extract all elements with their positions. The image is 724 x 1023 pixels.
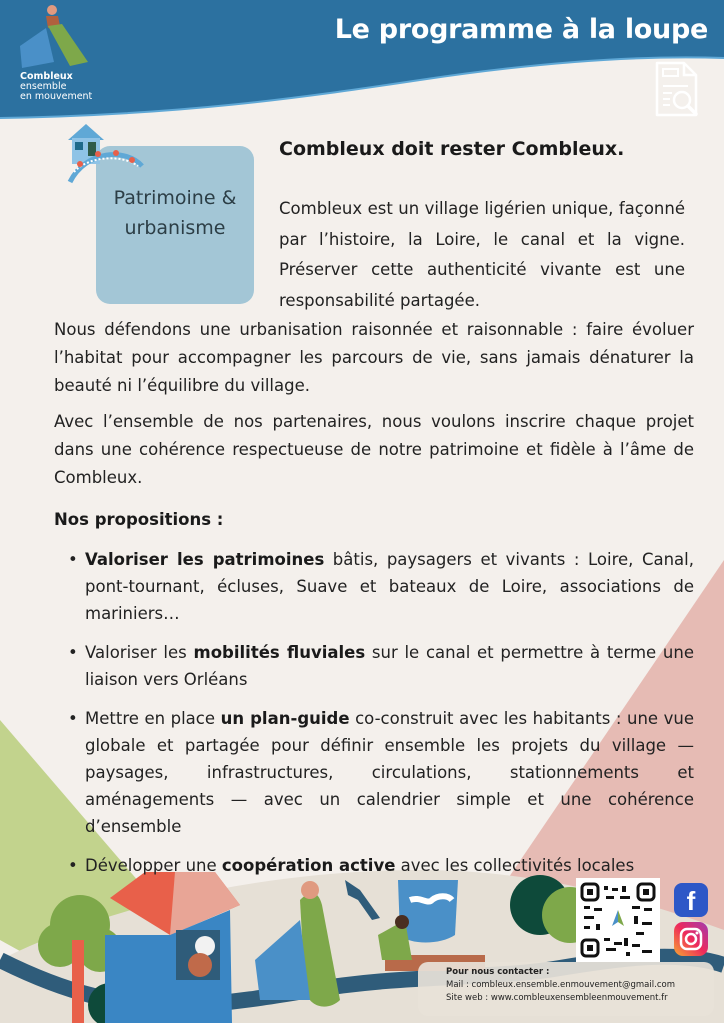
logo-line-1: Combleux xyxy=(20,71,73,82)
logo-line-3: en mouvement xyxy=(20,91,93,102)
propositions-title: Nos propositions : xyxy=(54,510,224,529)
proposition-text: Mettre en place xyxy=(85,709,221,728)
proposition-highlight: mobilités fluviales xyxy=(193,643,366,662)
proposition-text: Développer une xyxy=(85,856,222,875)
document-search-icon xyxy=(654,60,700,118)
proposition-highlight: coopération active xyxy=(221,856,396,875)
proposition-text: avec les collectivités locales xyxy=(395,856,635,875)
contact-mail[interactable]: Mail : combleux.ensemble.enmouvement@gmail.com xyxy=(446,980,675,990)
section-heading: Combleux doit rester Combleux. xyxy=(279,138,625,160)
proposition-text: Valoriser les xyxy=(85,643,194,662)
logo-text xyxy=(20,72,92,102)
contact-website[interactable]: Site web : www.combleuxensembleenmouvement.fr xyxy=(446,993,668,1003)
proposition-item xyxy=(68,546,694,627)
proposition-item xyxy=(68,705,694,840)
house-bridge-icon xyxy=(66,120,146,186)
facebook-glyph: f xyxy=(686,886,696,916)
proposition-highlight: un plan-guide xyxy=(220,709,350,728)
facebook-icon[interactable] xyxy=(674,883,708,917)
instagram-icon[interactable] xyxy=(674,922,708,956)
body-paragraph: Nous défendons une urbanisation raisonnée et raisonnable : faire évoluer l’habitat pour accompagner les parcours de vie, sans jamais dénaturer la beauté ni l’équilibre du village. xyxy=(54,320,694,395)
proposition-item xyxy=(68,852,694,879)
body-paragraph: Avec l’ensemble de nos partenaires, nous voulons inscrire chaque projet dans une cohérence respectueuse de notre patrimoine et fidèle à l’âme de Combleux. xyxy=(54,412,694,487)
proposition-highlight: Valoriser les patrimoines xyxy=(85,550,325,569)
intro-paragraph: Combleux est un village ligérien unique, façonné par l’histoire, la Loire, le canal et la vigne. Préserver cette authenticité vivante est une responsabilité partagée. xyxy=(279,199,685,310)
propositions-list xyxy=(68,546,694,891)
logo-line-2: ensemble xyxy=(20,81,67,92)
page-title: Le programme à la loupe xyxy=(334,14,708,45)
category-label: Patrimoine & urbanisme xyxy=(113,187,237,239)
qr-code-icon[interactable] xyxy=(576,878,660,962)
proposition-text: sur le canal et permettre à terme une liaison vers Orléans xyxy=(85,643,694,689)
proposition-text: co-construit avec les habitants : une vue globale et partagée pour définir ensemble les projets du village — paysages, infrastructures, circulations, stationnements et aménagements — avec un calendrier simple et une cohérence d’ensemble xyxy=(85,709,695,836)
proposition-text: bâtis, paysagers et vivants : Loire, Canal, pont-tournant, écluses, Suave et bateaux de Loire, associations de mariniers… xyxy=(85,550,694,623)
contact-title: Pour nous contacter : xyxy=(446,967,550,977)
contact-box xyxy=(418,962,714,1016)
proposition-item xyxy=(68,639,694,693)
